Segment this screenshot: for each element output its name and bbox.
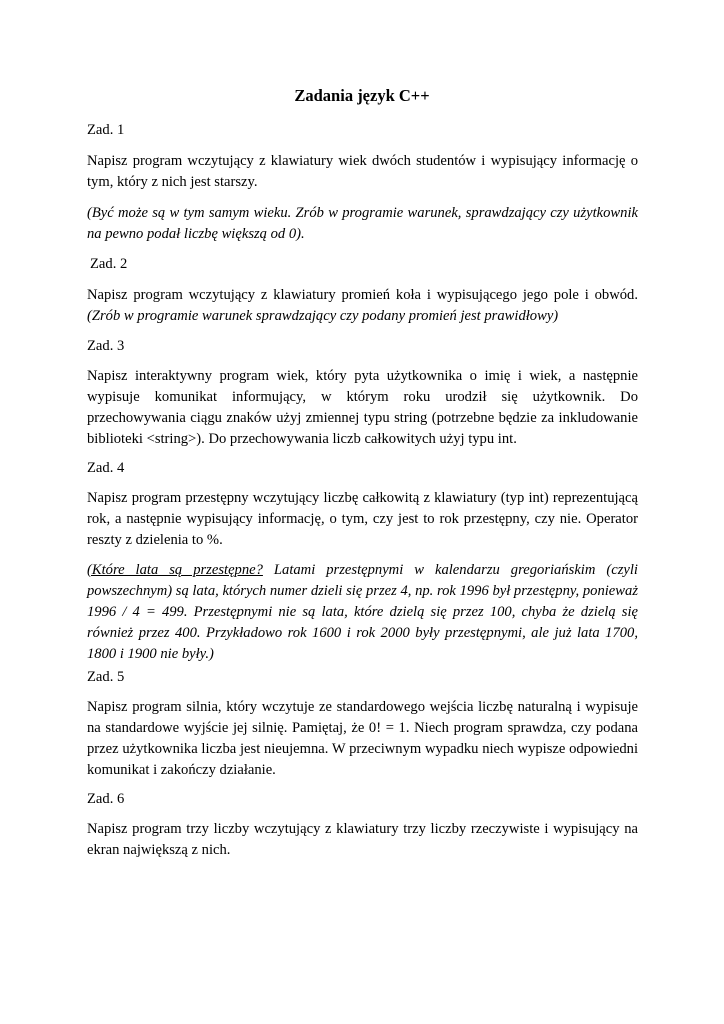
task-1-text: Napisz program wczytujący z klawiatury wiek dwóch studentów i wypisujący informację o tym, który z nich jest starszy. [87,153,638,190]
task-5-text: Napisz program silnia, który wczytuje ze standardowego wejścia liczbę naturalną i wypisuje na standardowe wyjście jej silnię. Pamiętaj, że 0! = 1. Niech program sprawdza, czy podana przez użytkownika liczba jest nieujemna. W przeciwnym wypadku niech wypisze odpowiedni komunikat i zakończy działanie. [87,699,638,778]
task-1-note: (Być może są w tym samym wieku. Zrób w programie warunek, sprawdzający czy użytkownik na pewno podał liczbę większą od 0). [87,205,638,242]
task-6-text: Napisz program trzy liczby wczytujący z klawiatury trzy liczby rzeczywiste i wypisujący na ekran największą z nich. [87,821,638,858]
task-2-body [87,285,638,327]
task-4-text: Napisz program przestępny wczytujący liczbę całkowitą z klawiatury (typ int) reprezentującą rok, a następnie wypisujący informację, o tym, czy jest to rok przestępny, czy nie. Operator reszty z dzielenia to %. [87,490,638,548]
task-4-note-block [87,560,638,665]
task-4-note: Latami przestępnymi w kalendarzu gregoriańskim (czyli powszechnym) są lata, których numer dzieli się przez 4, np. rok 1996 był przestępny, ponieważ 1996 / 4 = 499. Przestępnymi nie są lata, które dzielą się przez 100, chyba że dzielą się również przez 400. Przykładowo rok 1600 i rok 2000 były przestępnymi, ale już lata 1700, 1800 i 1900 nie były.) [87,562,638,662]
task-3-heading: Zad. 3 [87,338,125,354]
task-4-note-link: (Które lata są przestępne? [87,562,263,578]
task-3-text: Napisz interaktywny program wiek, który pyta użytkownika o imię i wiek, a następnie wypisuje komunikat informujący, w którym roku urodził się użytkownik. Do przechowywania ciągu znaków użyj zmiennej typu string (potrzebne będzie za inkludowanie biblioteki <string>). Do przechowywania liczb całkowitych użyj typu int. [87,368,638,447]
task-4-heading: Zad. 4 [87,460,125,476]
task-1-heading: Zad. 1 [87,122,125,138]
page-title: Zadania język C++ [294,86,430,105]
task-2-heading: Zad. 2 [90,256,128,272]
task-6-heading: Zad. 6 [87,791,125,807]
task-2-text: Napisz program wczytujący z klawiatury promień koła i wypisującego jego pole i obwód. [87,287,638,303]
task-5-heading: Zad. 5 [87,669,125,685]
task-2-note: (Zrób w programie warunek sprawdzający czy podany promień jest prawidłowy) [87,308,559,324]
